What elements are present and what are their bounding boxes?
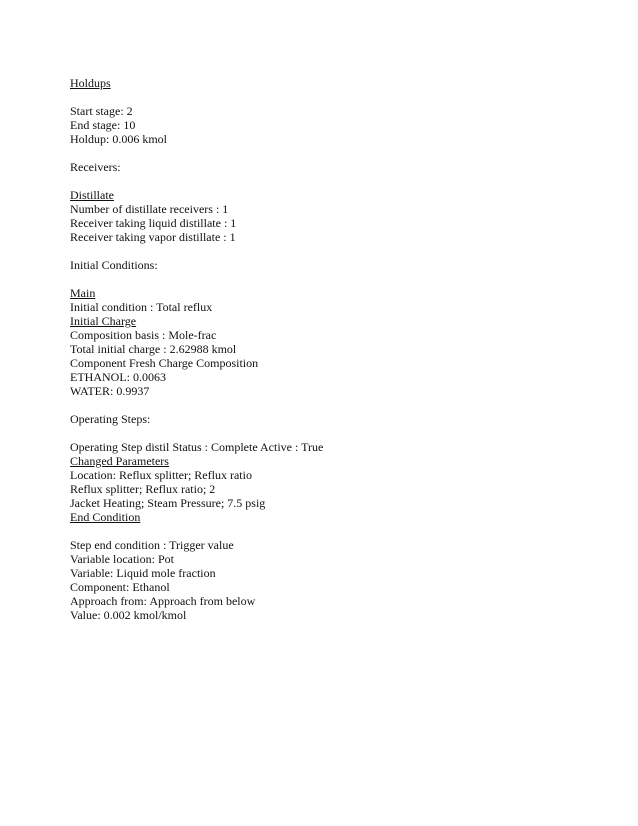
main-heading: Main (70, 286, 96, 300)
distillate-heading: Distillate (70, 188, 114, 202)
liquid-distillate-receiver: Receiver taking liquid distillate : 1 (70, 216, 237, 230)
param-location: Location: Reflux splitter; Reflux ratio (70, 468, 252, 482)
num-distillate-receivers: Number of distillate receivers : 1 (70, 202, 229, 216)
component-header: Component Fresh Charge Composition (70, 356, 259, 370)
document-page (70, 76, 610, 622)
end-condition-heading: End Condition (70, 510, 141, 524)
end-stage: End stage: 10 (70, 118, 136, 132)
spacer (70, 398, 610, 412)
initial-condition: Initial condition : Total reflux (70, 300, 213, 314)
end-condition-trigger: Step end condition : Trigger value (70, 538, 234, 552)
spacer (70, 524, 610, 538)
end-condition-approach: Approach from: Approach from below (70, 594, 256, 608)
operating-steps-heading: Operating Steps: (70, 412, 151, 426)
component-ethanol: ETHANOL: 0.0063 (70, 370, 166, 384)
holdups-heading: Holdups (70, 76, 111, 90)
spacer (70, 90, 610, 104)
spacer (70, 426, 610, 440)
operating-step: Operating Step distil Status : Complete Active : True (70, 440, 324, 454)
param-jacket-heating: Jacket Heating; Steam Pressure; 7.5 psig (70, 496, 266, 510)
receivers-heading: Receivers: (70, 160, 121, 174)
vapor-distillate-receiver: Receiver taking vapor distillate : 1 (70, 230, 236, 244)
param-reflux-ratio: Reflux splitter; Reflux ratio; 2 (70, 482, 216, 496)
end-condition-component: Component: Ethanol (70, 580, 170, 594)
initial-charge-heading: Initial Charge (70, 314, 137, 328)
composition-basis: Composition basis : Mole-frac (70, 328, 217, 342)
total-initial-charge: Total initial charge : 2.62988 kmol (70, 342, 237, 356)
holdup-value: Holdup: 0.006 kmol (70, 132, 168, 146)
spacer (70, 272, 610, 286)
end-condition-value: Value: 0.002 kmol/kmol (70, 608, 187, 622)
spacer (70, 146, 610, 160)
end-condition-location: Variable location: Pot (70, 552, 174, 566)
changed-parameters-heading: Changed Parameters (70, 454, 169, 468)
start-stage: Start stage: 2 (70, 104, 133, 118)
component-water: WATER: 0.9937 (70, 384, 150, 398)
spacer (70, 244, 610, 258)
initial-conditions-heading: Initial Conditions: (70, 258, 158, 272)
spacer (70, 174, 610, 188)
end-condition-variable: Variable: Liquid mole fraction (70, 566, 216, 580)
